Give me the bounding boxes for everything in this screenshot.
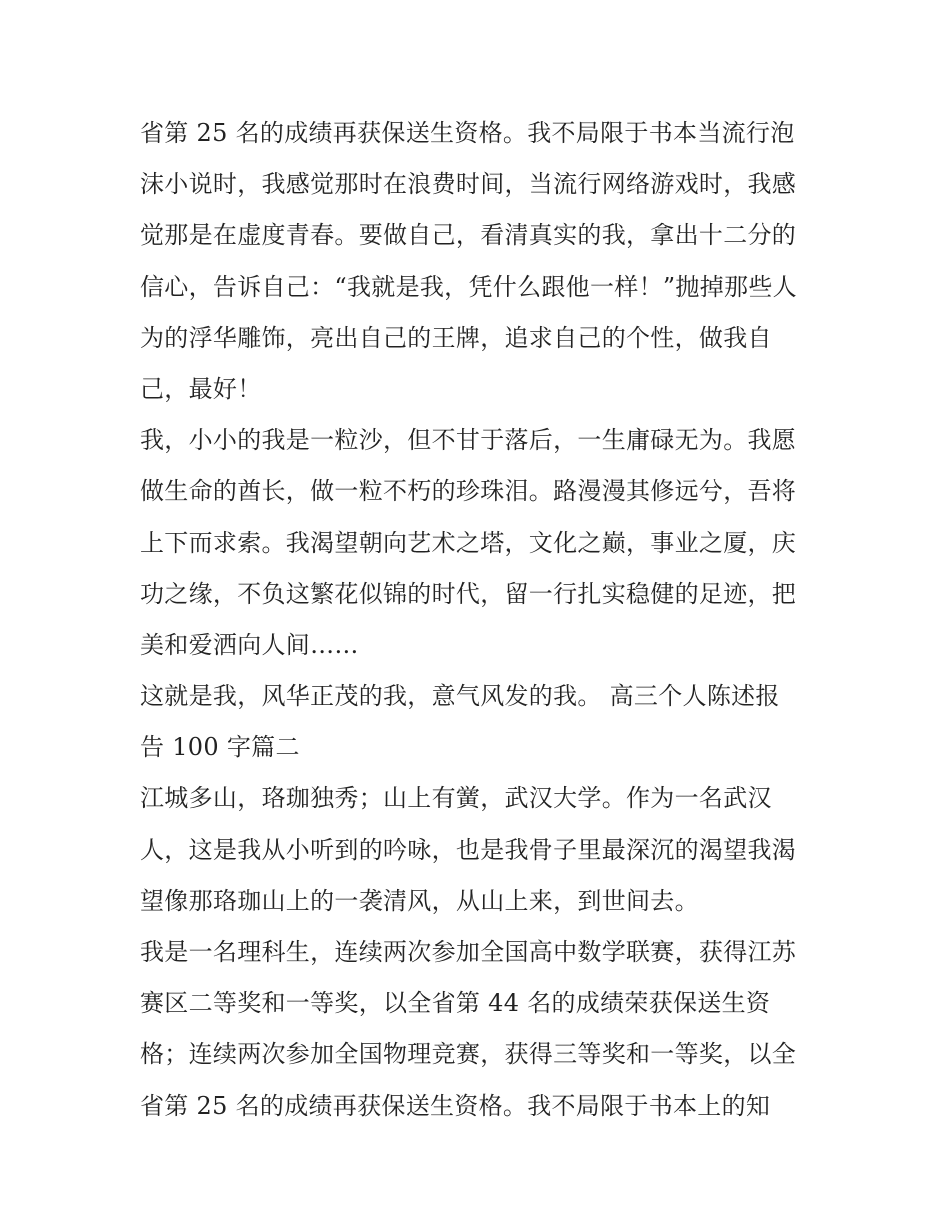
text-line: 己，最好！ [140, 374, 262, 403]
text-line: 信心，告诉自己：“我就是我，凭什么跟他一样！”抛掉那些人 [140, 272, 797, 301]
text-line: 赛区二等奖和一等奖，以全省第 44 名的成绩荣获保送生资 [140, 989, 771, 1018]
text-line: 觉那是在虚度青春。要做自己，看清真实的我，拿出十二分的 [140, 221, 797, 250]
text-line: 告 100 字篇二 [140, 733, 300, 762]
text-line: 美和爱洒向人间…… [140, 630, 359, 659]
text-line: 望像那珞珈山上的一袭清风，从山上来，到世间去。 [140, 886, 699, 915]
document-body [140, 108, 820, 1132]
text-line: 功之缘，不负这繁花似锦的时代，留一行扎实稳健的足迹，把 [140, 579, 797, 608]
text-line: 江城多山，珞珈独秀；山上有黉，武汉大学。作为一名武汉 [140, 784, 772, 813]
text-line: 我是一名理科生，连续两次参加全国高中数学联赛，获得江苏 [140, 938, 797, 966]
text-line: 沫小说时，我感觉那时在浪费时间，当流行网络游戏时，我感 [140, 170, 797, 199]
text-line: 我，小小的我是一粒沙，但不甘于落后，一生庸碌无为。我愿 [140, 426, 797, 455]
text-line: 为的浮华雕饰，亮出自己的王牌，追求自己的个性，做我自 [140, 323, 772, 352]
text-line: 省第 25 名的成绩再获保送生资格。我不局限于书本当流行泡 [140, 119, 795, 147]
text-line: 格；连续两次参加全国物理竞赛，获得三等奖和一等奖，以全 [140, 1040, 797, 1069]
text-line: 这就是我，风华正茂的我，意气风发的我。 高三个人陈述报 [140, 682, 780, 711]
text-line: 做生命的酋长，做一粒不朽的珍珠泪。路漫漫其修远兮，吾将 [140, 477, 797, 506]
text-line: 省第 25 名的成绩再获保送生资格。我不局限于书本上的知 [140, 1091, 771, 1120]
text-line: 上下而求索。我渴望朝向艺术之塔，文化之巅，事业之厦，庆 [140, 528, 797, 557]
text-line: 人，这是我从小听到的吟咏，也是我骨子里最深沉的渴望我渴 [140, 835, 797, 864]
